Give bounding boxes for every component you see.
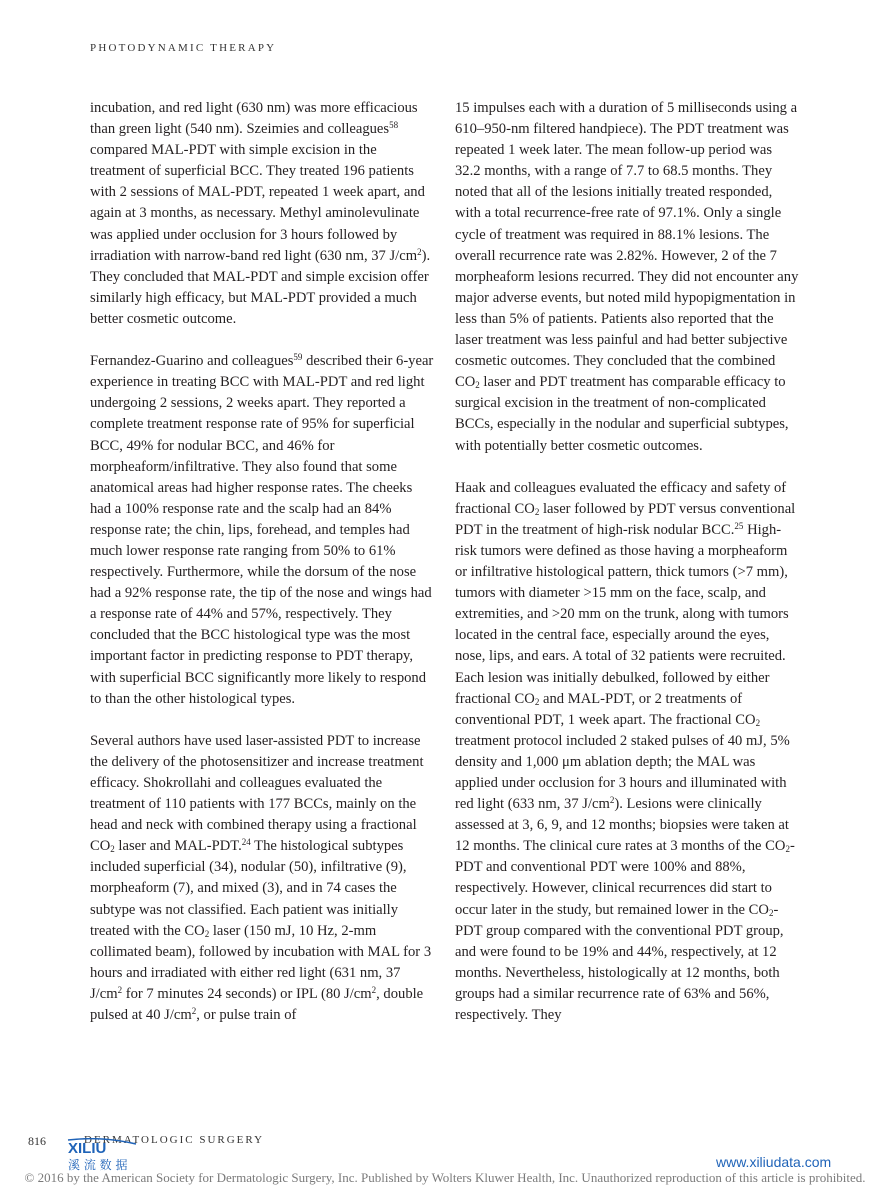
paragraph-haak: Haak and colleagues evaluated the efficacy and safety of fractional $CO_2$ laser followed by PDT versus conventional PDT in the treatment of high-risk nodular BCC.$^{25}$ High-risk tumors were defined as those having a morpheaform or infiltrative histological pattern, thick tumors (>7 mm), tumors with diameter >15 mm on the face, scalp, and extremities, and >20 mm on the trunk, along with tumors located in the central face, especially around the eyes, nose, lips, and ears. A total of 32 patients were recruited. Each lesion was initially debulked, followed by either fractional $CO_2$ and MAL-PDT, or 2 treatments of conventional PDT, 1 week apart. The fractional $CO_2$ treatment protocol included 2 staked pulses of 40 mJ, 5% density and 1,000 μm ablation depth; the MAL was applied under occlusion for 3 hours and illuminated with red light (633 nm, 37 $J/cm^2$). Lesions were clinically assessed at 3, 6, 9, and 12 months; biopsies were taken at 12 months. The clinical cure rates at 3 months of the $CO_2$-PDT and conventional PDT were 100% and 88%, respectively. However, clinical recurrences did start to occur later in the study, but remained lower in the $CO_2$-PDT group compared with the conventional PDT group, and were found to be 19% and 44%, respectively, at 12 months. Nevertheless, histologically at 12 months, both groups had a similar recurrence rate of 63% and 56%, respectively. They	[455, 479, 796, 1024]
paragraph-laser-assisted-pdt: Several authors have used laser-assisted PDT to increase the delivery of the photosensitizer and increase treatment efficacy. Shokrollahi and colleagues evaluated the treatment of 110 patients with 177 BCCs, mainly on the head and neck with combined therapy using a fractional $CO_2$ laser and MAL-PDT.$^{24}$ The histological subtypes included superficial (34), nodular (50), infiltrative (9), morpheaform (7), and mixed (3), and in 74 cases the subtype was not classified. Each patient was initially treated with the $CO_2$ laser (150 mJ, 10 Hz, 2-mm collimated beam), followed by incubation with MAL for 3 hours and irradiated with either red light (631 nm, 37 $J/cm^2$ for 7 minutes 24 seconds) or IPL (80 $J/cm^2$, double pulsed at 40 $J/cm^2$, or pulse train of	[90, 732, 432, 1024]
paragraph-fernandez-guarino: Fernandez-Guarino and colleagues$^{59}$ described their 6-year experience in treating BCC with MAL-PDT and red light undergoing 2 sessions, 2 weeks apart. They reported a complete treatment response rate of 95% for superficial BCC, 49% for nodular BCC, and 46% for morpheaform/infiltrative. They also found that some anatomical areas had higher response rates. The cheeks had a 100% response rate and the scalp had an 84% response rate; the chin, lips, forehead, and temples had much lower response rate ranging from 50% to 61% respectively. Furthermore, while the dorsum of the nose had a 92% response rate, the tip of the nose and wings had a response rate of 44% and 57%, respectively. They concluded that the BCC histological type was the most important factor in predicting response to PDT therapy, with superficial BCC significantly more likely to respond to than the other histological types.	[90, 352, 434, 707]
reference-58: 58	[389, 120, 399, 131]
paragraph-szeimies: incubation, and red light (630 nm) was more efficacious than green light (540 nm). Szeimies and colleagues$^{58}$ compared MAL-PDT with simple excision in the treatment of superficial BCC. They treated 196 patients with 2 sessions of MAL-PDT, repeated 1 week apart, and again at 3 months, as necessary. Methyl aminolevulinate was applied under occlusion for 3 hours followed by irradiation with narrow-band red light (630 nm, 37 $J/cm^2$). They concluded that MAL-PDT and simple excision offer similarly high efficacy, but MAL-PDT provided a much better cosmetic outcome.	[90, 100, 431, 327]
watermark-url: www.xiliudata.com	[716, 1154, 832, 1170]
journal-name: DERMATOLOGIC SURGERY	[84, 1134, 265, 1146]
left-column	[90, 98, 435, 1047]
reference-59: 59	[293, 352, 303, 363]
page-number: 816	[28, 1134, 46, 1148]
reference-25: 25	[734, 520, 744, 531]
reference-24: 24	[241, 837, 251, 848]
copyright-notice: © 2016 by the American Society for Dermatologic Surgery, Inc. Published by Wolters Kluwer Health, Inc. Unauthorized reproduction of this article is prohibited.	[24, 1170, 866, 1185]
right-column	[455, 98, 800, 1047]
watermark-logo	[62, 1138, 162, 1172]
watermark-chinese-text: 溪 流 数 据	[68, 1158, 128, 1172]
watermark-logo-mark: XILIU	[68, 1140, 107, 1157]
running-header: PHOTODYNAMIC THERAPY	[90, 42, 277, 54]
paragraph-shokrollahi-results: 15 impulses each with a duration of 5 milliseconds using a 610–950-nm filtered handpiece). The PDT treatment was repeated 1 week later. The mean follow-up period was 32.2 months, with a range of 7.7 to 68.5 months. They noted that all of the lesions initially treated responded, with a total recurrence-free rate of 97.1%. Only a single cycle of treatment was required in 88.1% lesions. The overall recurrence rate was 2.82%. However, 2 of the 7 morpheaform lesions recurred. They did not encounter any major adverse events, but noted mild hypopigmentation in less than 5% of patients. Patients also reported that the laser treatment was less painful and had better subjective cosmetic outcomes. They concluded that the combined $CO_2$ laser and PDT treatment has comparable efficacy to surgical excision in the treatment of non-complicated BCCs, especially in the nodular and superficial subtypes, with potentially better cosmetic outcomes.	[455, 100, 799, 454]
